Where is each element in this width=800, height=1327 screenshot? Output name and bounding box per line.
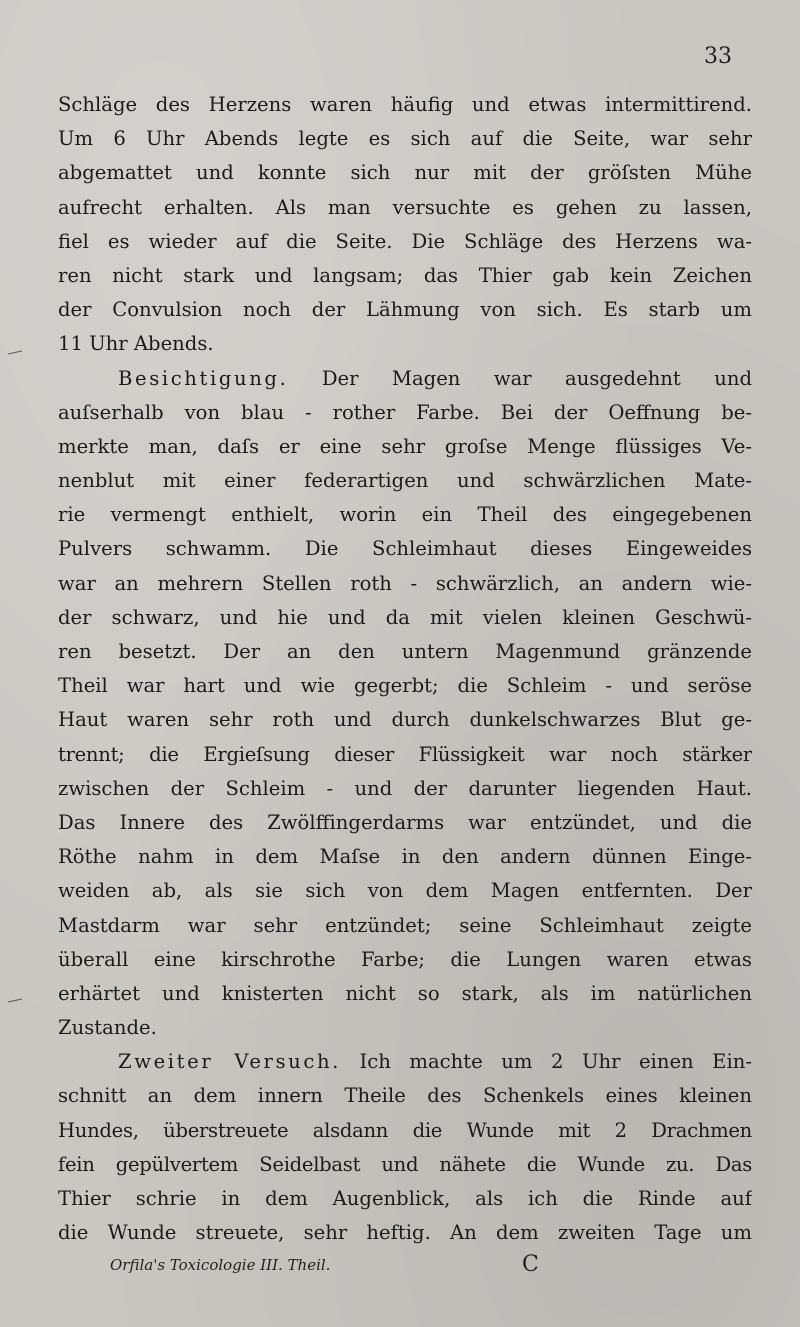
text-line: trennt; die Ergieſsung dieser Flüssigkeit war noch stärker [58, 742, 752, 766]
text-line: Haut waren sehr roth und durch dunkelschwarzes Blut ge- [58, 708, 752, 732]
body-text [58, 88, 752, 1250]
text-line: 11 Uhr Abends. [58, 332, 214, 356]
text-line: Röthe nahm in dem Maſse in den andern dünnen Einge- [58, 845, 752, 869]
text-line: Schläge des Herzens waren häufig und etwas intermittirend. [58, 93, 752, 116]
signature-mark: C [522, 1252, 539, 1277]
text-line: Das Innere des Zwölffingerdarms war entzündet, und die [58, 810, 752, 834]
text-line: abgemattet und konnte sich nur mit der gröſsten Mühe [58, 161, 752, 185]
text-line: schnitt an dem innern Theile des Schenkels eines kleinen [58, 1084, 752, 1108]
text-line: Pulvers schwamm. Die Schleimhaut dieses Eingeweides [58, 537, 752, 561]
page-number: 33 [704, 44, 732, 69]
margin-mark [8, 351, 22, 355]
text-line: nenblut mit einer federartigen und schwärzlichen Mate- [58, 469, 752, 493]
text-line: die Wunde streuete, sehr heftig. An dem zweiten Tage um [58, 1221, 752, 1245]
text-line: ren nicht stark und langsam; das Thier gab kein Zeichen [58, 263, 752, 287]
page-footer [110, 1252, 670, 1286]
text-line: fiel es wieder auf die Seite. Die Schläge des Herzens wa- [58, 229, 752, 253]
text-line: zwischen der Schleim - und der darunter liegenden Haut. [58, 776, 752, 800]
text-line: Um 6 Uhr Abends legte es sich auf die Seite, war sehr [58, 127, 752, 151]
text-line: erhärtet und knisterten nicht so stark, als im natürlichen [58, 981, 752, 1005]
text-line: Mastdarm war sehr entzündet; seine Schleimhaut zeigte [58, 913, 752, 937]
text-line-rest: Der Magen war ausgedehnt und [321, 366, 752, 390]
text-line: auſserhalb von blau - rother Farbe. Bei der Oeffnung be- [58, 400, 752, 424]
text-line: weiden ab, als sie sich von dem Magen entfernten. Der [58, 879, 752, 903]
text-line: der schwarz, und hie und da mit vielen kleinen Geschwü- [58, 605, 752, 629]
text-line: war an mehrern Stellen roth - schwärzlich, an andern wie- [58, 571, 752, 595]
text-line: rie vermengt enthielt, worin ein Theil des eingegebenen [58, 503, 752, 527]
margin-mark [8, 999, 22, 1003]
section-heading-besichtigung: Besichtigung. [118, 366, 289, 390]
paragraph-first-line [58, 1045, 752, 1079]
text-line: ren besetzt. Der an den untern Magenmund gränzende [58, 640, 752, 663]
text-line: der Convulsion noch der Lähmung von sich. Es starb um [58, 298, 752, 322]
text-line: aufrecht erhalten. Als man versuchte es gehen zu lassen, [58, 195, 752, 219]
running-footer-title: Orfila's Toxicologie III. Theil. [110, 1256, 331, 1274]
text-line: Zustande. [58, 1016, 157, 1040]
text-line: überall eine kirschrothe Farbe; die Lungen waren etwas [58, 947, 752, 971]
text-line: fein gepülvertem Seidelbast und nähete die Wunde zu. Das [58, 1152, 752, 1176]
text-line: Thier schrie in dem Augenblick, als ich die Rinde auf [58, 1187, 752, 1210]
text-line-rest: Ich machte um 2 Uhr einen Ein- [359, 1050, 752, 1074]
text-line: merkte man, daſs er eine sehr groſse Menge flüssiges Ve- [58, 434, 752, 458]
section-heading-zweiter-versuch: Zweiter Versuch. [118, 1050, 342, 1074]
text-line: Theil war hart und wie gegerbt; die Schleim - und seröse [58, 674, 752, 698]
paragraph-first-line [58, 362, 752, 396]
text-line: Hundes, überstreuete alsdann die Wunde mit 2 Drachmen [58, 1118, 752, 1142]
